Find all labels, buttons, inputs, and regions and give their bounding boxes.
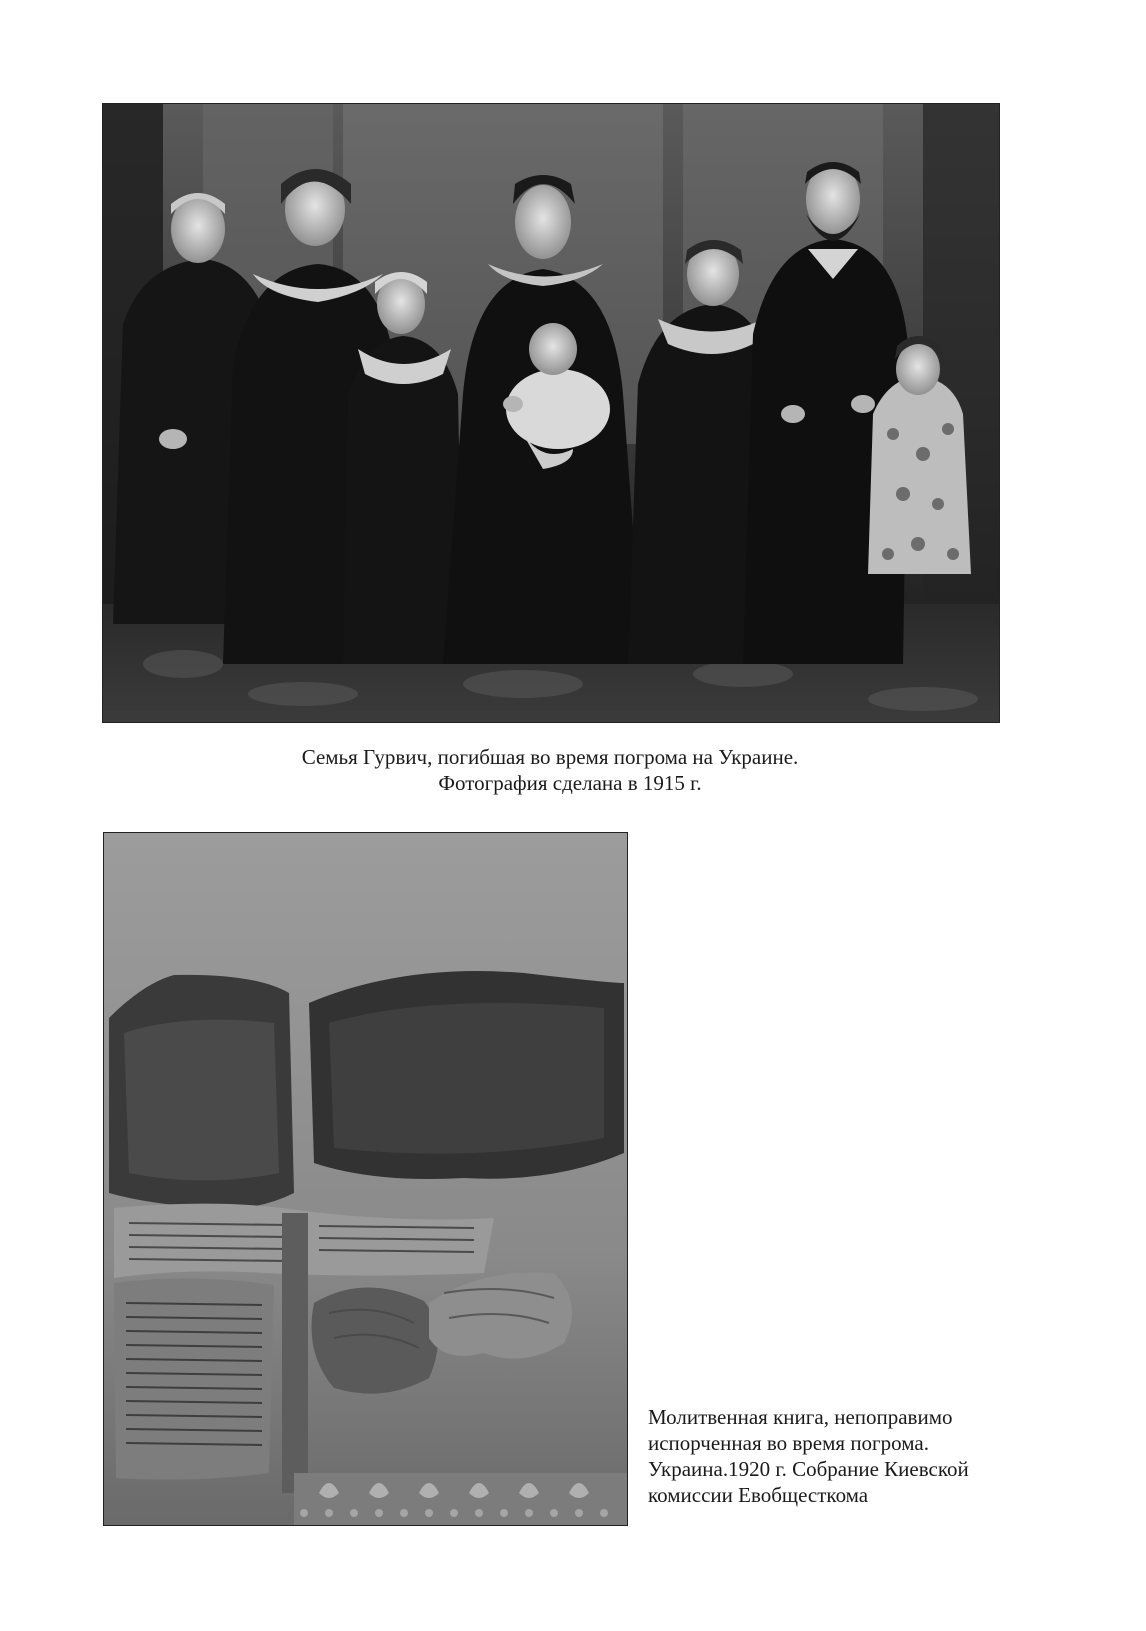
caption-line: Молитвенная книга, непоправимо — [648, 1405, 953, 1429]
caption-line: испорченная во время погрома. — [648, 1431, 929, 1455]
caption-line: Семья Гурвич, погибшая во время погрома на Украине. — [301, 745, 799, 769]
prayer-book-photograph — [103, 832, 628, 1526]
prayer-book-caption — [648, 1404, 1068, 1508]
family-photograph — [102, 103, 1000, 723]
caption-line: Фотография сделана в 1915 г. — [438, 771, 702, 795]
caption-line: комиссии Евобщесткома — [648, 1483, 869, 1507]
family-photo-caption — [200, 744, 900, 796]
caption-line: Украина.1920 г. Собрание Киевской — [648, 1457, 969, 1481]
